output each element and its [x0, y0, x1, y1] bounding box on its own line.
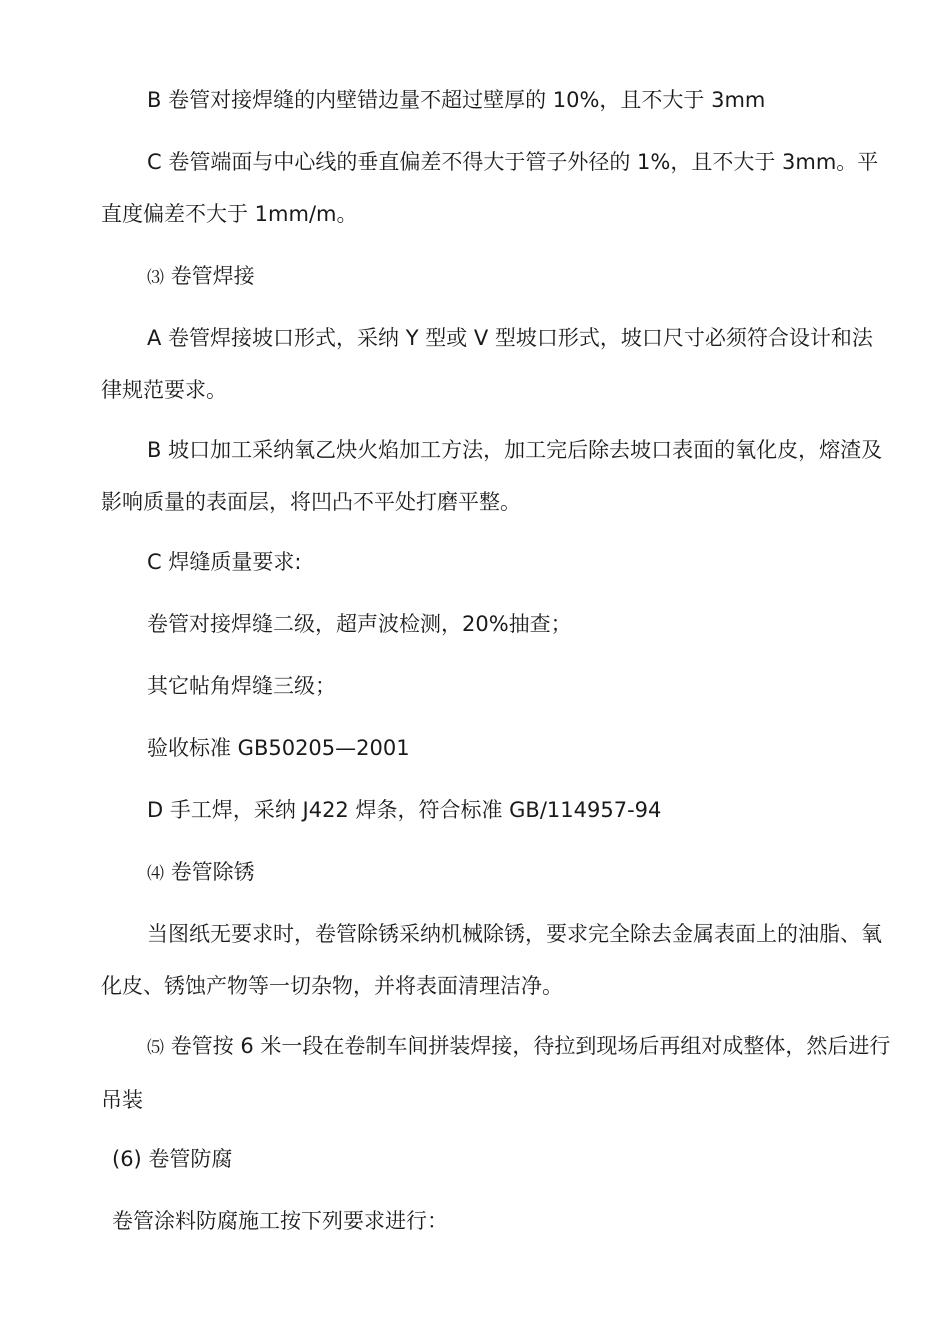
paragraph-segment-assembly — [101, 1020, 891, 1126]
paragraph-acceptance-standard: 验收标准 GB50205—2001 — [147, 736, 410, 760]
section-heading-rust-removal — [101, 846, 891, 900]
paragraph-rust-removal: 当图纸无要求时，卷管除锈采纳机械除锈，要求完全除去金属表面上的油脂、氧化皮、锈蚀产物等一切杂物，并将表面清理洁净。 — [101, 922, 882, 998]
paragraph-groove-processing: B 坡口加工采纳氧乙炔火焰加工方法，加工完后除去坡口表面的氧化皮，熔渣及影响质量的表面层，将凹凸不平处打磨平整。 — [101, 438, 883, 514]
section-heading-pipe-welding — [101, 250, 891, 304]
paragraph-butt-weld-grade: 卷管对接焊缝二级，超声波检测，20%抽查； — [147, 612, 572, 636]
paragraph-text: 卷管按 6 米一段在卷制车间拼装焊接，待拉到现场后再组对成整体，然后进行吊装 — [101, 1034, 891, 1112]
paragraph-fillet-weld-grade: 其它帖角焊缝三级； — [147, 674, 336, 698]
paragraph-perpendicular-deviation: C 卷管端面与中心线的垂直偏差不得大于管子外径的 1%，且不大于 3mm。平直度偏差不大于 1mm/m。 — [101, 150, 879, 226]
section-marker: ⑶ — [147, 268, 164, 288]
paragraph-coating-requirements: 卷管涂料防腐施工按下列要求进行： — [112, 1209, 448, 1233]
paragraph-weld-quality: C 焊缝质量要求: — [147, 550, 302, 574]
section-heading-anticorrosion: (6) 卷管防腐 — [112, 1147, 233, 1171]
section-heading-text: 卷管焊接 — [170, 264, 255, 288]
section-marker: ⑸ — [147, 1038, 164, 1058]
paragraph-weld-misalignment: B 卷管对接焊缝的内壁错边量不超过壁厚的 10%，且不大于 3mm — [147, 88, 766, 112]
section-heading-text: 卷管除锈 — [170, 860, 255, 884]
paragraph-groove-form: A 卷管焊接坡口形式，采纳 Y 型或 V 型坡口形式，坡口尺寸必须符合设计和法律规范要求。 — [101, 326, 873, 402]
paragraph-manual-welding: D 手工焊，采纳 J422 焊条，符合标准 GB/114957-94 — [147, 798, 662, 822]
section-marker: ⑷ — [147, 864, 164, 884]
